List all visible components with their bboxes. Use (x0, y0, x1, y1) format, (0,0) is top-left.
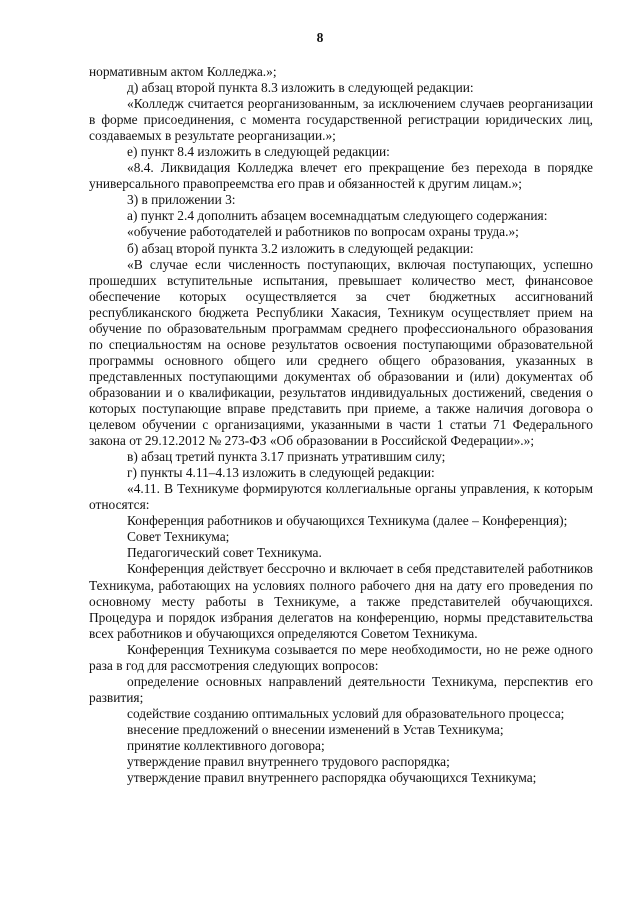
paragraph: а) пункт 2.4 дополнить абзацем восемнадцатым следующего содержания: (127, 208, 548, 224)
paragraph: в) абзац третий пункта 3.17 признать утратившим силу; (127, 449, 446, 465)
page-number: 8 (316, 30, 324, 45)
paragraph: д) абзац второй пункта 8.3 изложить в следующей редакции: (127, 80, 474, 96)
paragraph: утверждение правил внутреннего распорядка обучающихся Техникума; (127, 770, 537, 786)
paragraph: определение основных направлений деятельности Техникума, перспектив его развития; (89, 673, 593, 705)
paragraph: «8.4. Ликвидация Колледжа влечет его прекращение без перехода в порядке универсального правопреемства его прав и обязанностей к другим лицам.»; (89, 160, 593, 192)
document-body (89, 64, 593, 786)
paragraph: 3) в приложении 3: (127, 192, 236, 208)
paragraph: е) пункт 8.4 изложить в следующей редакции: (127, 144, 390, 160)
paragraph: утверждение правил внутреннего трудового распорядка; (127, 754, 450, 770)
paragraph: Конференция Техникума созывается по мере необходимости, но не реже одного раза в год для рассмотрения следующих вопросов: (89, 641, 593, 673)
paragraph: г) пункты 4.11–4.13 изложить в следующей редакции: (127, 465, 435, 481)
paragraph: «обучение работодателей и работников по вопросам охраны труда.»; (127, 224, 519, 240)
paragraph: б) абзац второй пункта 3.2 изложить в следующей редакции: (127, 240, 474, 256)
paragraph: Педагогический совет Техникума. (127, 545, 322, 561)
paragraph: Совет Техникума; (127, 529, 230, 545)
paragraph: внесение предложений о внесении изменений в Устав Техникума; (127, 721, 504, 737)
paragraph: содействие созданию оптимальных условий для образовательного процесса; (127, 705, 565, 721)
paragraph: Конференция работников и обучающихся Техникума (далее – Конференция); (127, 513, 568, 529)
paragraph: «В случае если численность поступающих, включая поступающих, успешно прошедших вступительные испытания, превышает количество мест, финансовое обеспечение которых осуществляется за счет бюджетных ассигнований республиканского бюджета Республики Хакасия, Техникум осуществляет прием на обучение по образовательным программам среднего профессионального образования по специальностям на основе результатов освоения поступающими образовательной программы основного общего или среднего общего образования, указанных в представленных поступающими документах об образовании и (или) документах об образовании и о квалификации, результатов индивидуальных достижений, сведения о которых поступающие вправе представить при приеме, а также наличия договора о целевом обучении с организациями, указанными в части 1 статьи 71 Федерального закона от 29.12.2012 № 273-ФЗ «Об образовании в Российской Федерации».»; (89, 256, 593, 449)
paragraph: «Колледж считается реорганизованным, за исключением случаев реорганизации в форме присоединения, с момента государственной регистрации юридических лиц, создаваемых в результате реорганизации.»; (89, 96, 593, 144)
paragraph: Конференция действует бессрочно и включает в себя представителей работников Техникума, работающих на условиях полного рабочего дня на дату его проведения по основному месту работы в Техникуме, а также представителей обучающихся. Процедура и порядок избрания делегатов на конференцию, нормы представительства всех работников и обучающихся определяются Советом Техникума. (89, 561, 593, 641)
paragraph: «4.11. В Техникуме формируются коллегиальные органы управления, к которым относятся: (89, 481, 593, 513)
paragraph: принятие коллективного договора; (127, 737, 325, 753)
paragraph: нормативным актом Колледжа.»; (89, 64, 277, 79)
